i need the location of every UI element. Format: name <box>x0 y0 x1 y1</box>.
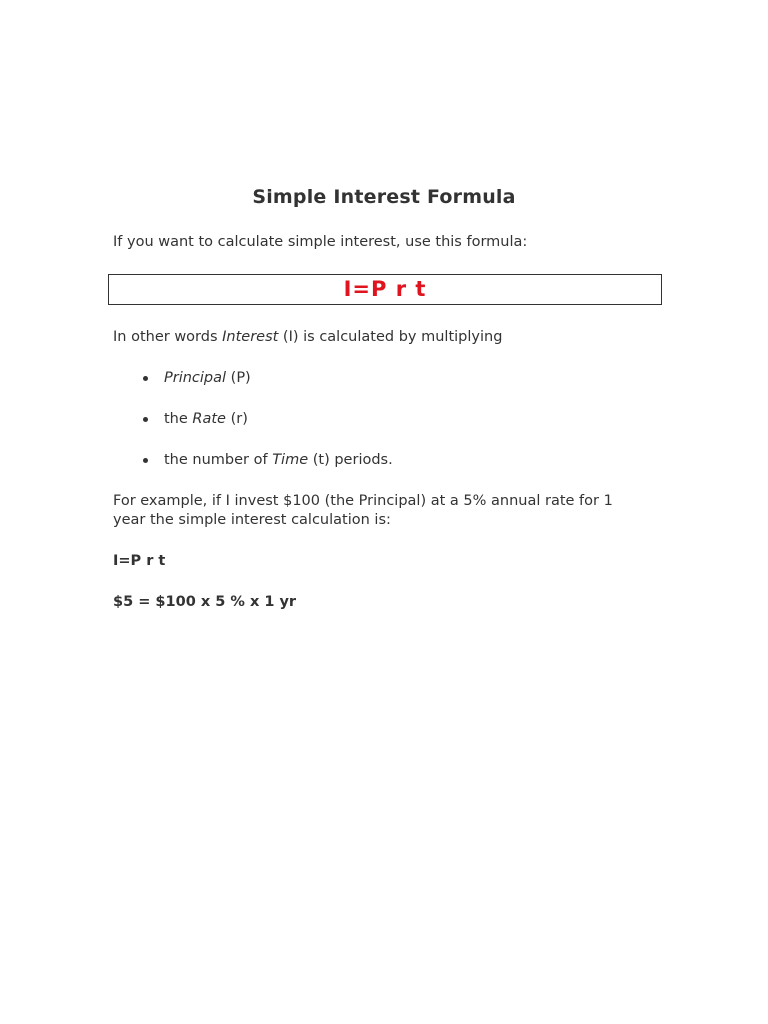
list-item-term: Time <box>272 452 309 468</box>
list-item-post: (t) periods. <box>308 452 393 468</box>
list-item-post: (P) <box>226 370 251 386</box>
list-item-term: Principal <box>164 370 227 386</box>
example-line-1: For example, if I invest $100 (the Principal) at a 5% annual rate for 1 <box>113 493 613 509</box>
explanation-suffix: (I) is calculated by multiplying <box>278 329 503 345</box>
bullet-dot-icon <box>143 417 148 422</box>
formula-line: I=P r t <box>113 553 166 569</box>
intro-text: If you want to calculate simple interest, use this formula: <box>113 234 528 250</box>
list-item <box>113 410 393 429</box>
bullet-dot-icon <box>143 458 148 463</box>
list-item-pre: the <box>164 411 193 427</box>
list-item <box>113 451 393 470</box>
example-line-2: year the simple interest calculation is: <box>113 512 391 528</box>
list-item-pre: the number of <box>164 452 273 468</box>
calculation-line: $5 = $100 x 5 % x 1 yr <box>113 594 297 610</box>
list-item <box>113 369 393 388</box>
formula-text: I=P r t <box>343 277 427 301</box>
formula-box <box>108 274 662 305</box>
bullet-dot-icon <box>143 376 148 381</box>
page-title: Simple Interest Formula <box>252 186 516 208</box>
list-item-post: (r) <box>225 411 248 427</box>
explanation-text <box>113 328 502 347</box>
explanation-term: Interest <box>222 329 279 345</box>
list-item-term: Rate <box>192 411 226 427</box>
variable-list <box>113 369 393 492</box>
explanation-prefix: In other words <box>113 329 223 345</box>
